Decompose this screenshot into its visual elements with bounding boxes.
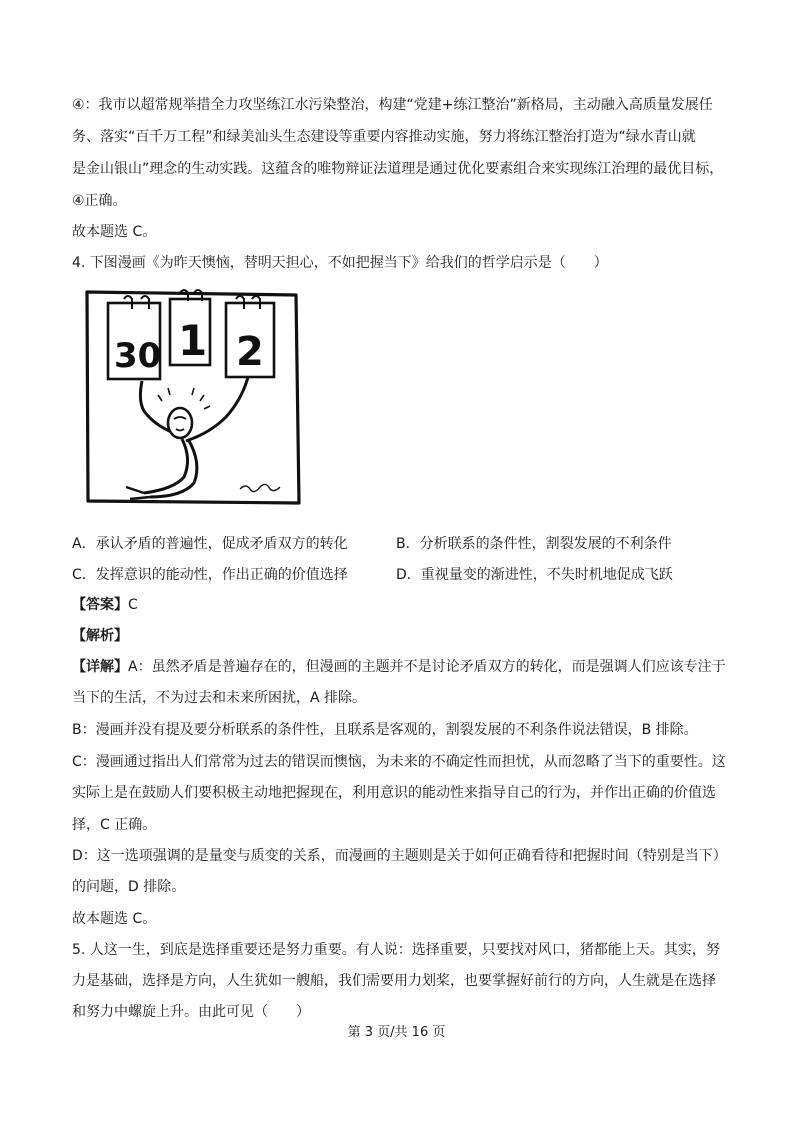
q3-item4-line-2: 务、落实“百千万工程”和绿美汕头生态建设等重要内容推动实施，努力将练江整治打造为“绿水青山就 [72,129,696,145]
detail-label: 【详解】 [72,659,128,675]
q5-line-1: 5. 人这一生，到底是选择重要还是努力重要。有人说：选择重要，只要找对风口，猪都能上天。其实，努 [72,942,720,958]
q4-option-b[interactable]: B．分析联系的条件性，割裂发展的不利条件 [396,536,672,552]
q4-conclusion: 故本题选 C。 [72,911,157,927]
q4-detail-line-2: 当下的生活，不为过去和未来所困扰，A 排除。 [72,690,367,706]
q4-comic-image [84,289,304,507]
q4-detail-line-5: 实际上是在鼓励人们要积极主动地把握现在，利用意识的能动性来指导自己的行为，并作出正确的价值选 [72,785,716,801]
q4-option-d[interactable]: D．重视量变的渐进性，不失时机地促成飞跃 [396,567,673,583]
q3-item4-line-4: ④正确。 [72,193,127,209]
answer-value: C [128,597,138,613]
q3-item4-line-1: ④：我市以超常规举措全力攻坚练江水污染整治，构建“党建+练江整治”新格局，主动融入高质量发展任 [72,97,713,113]
q5-line-2: 力是基础，选择是方向，人生犹如一艘船，我们需要用力划桨，也要掌握好前行的方向，人生就是在选择 [72,973,716,989]
q4-detail-line-8: 的问题，D 排除。 [72,879,186,895]
q4-detail-line-4: C：漫画通过指出人们常常为过去的错误而懊恼，为未来的不确定性而担忧，从而忽略了当下的重要性。这 [72,754,726,770]
page-footer: 第 3 页/共 16 页 [347,1025,446,1040]
answer-label: 【答案】 [72,597,128,613]
q4-detail-line-6: 择，C 正确。 [72,817,157,833]
q5-line-3: 和努力中螺旋上升。由此可见（ ） [72,1004,310,1020]
q4-detail-line-7: D：这一选项强调的是量变与质变的关系，而漫画的主题则是关于如何正确看待和把握时间（特别是当下） [72,848,727,864]
q4-option-c[interactable]: C．发挥意识的能动性，作出正确的价值选择 [72,567,348,583]
q4-stem: 4. 下图漫画《为昨天懊恼，替明天担心，不如把握当下》给我们的哲学启示是（ ） [72,255,608,271]
comic-number-30: 30 [114,336,162,376]
q3-item4-line-3: 是金山银山”理念的生动实践。这蕴含的唯物辩证法道理是通过优化要素组合来实现练江治理的最优目标， [72,161,724,177]
detail-text: A：虽然矛盾是普遍存在的，但漫画的主题并不是讨论矛盾双方的转化，而是强调人们应该专注于 [128,659,726,675]
q4-detail-line-3: B：漫画并没有提及要分析联系的条件性，且联系是客观的，割裂发展的不利条件说法错误，B 排除。 [72,722,698,738]
q4-detail-line-1 [72,657,726,677]
q4-option-a[interactable]: A．承认矛盾的普遍性，促成矛盾双方的转化 [72,536,348,552]
q3-conclusion: 故本题选 C。 [72,224,157,240]
q4-answer [72,595,138,615]
comic-number-1: 1 [178,316,208,365]
q4-analysis-label: 【解析】 [72,628,128,644]
comic-number-2: 2 [236,329,264,375]
